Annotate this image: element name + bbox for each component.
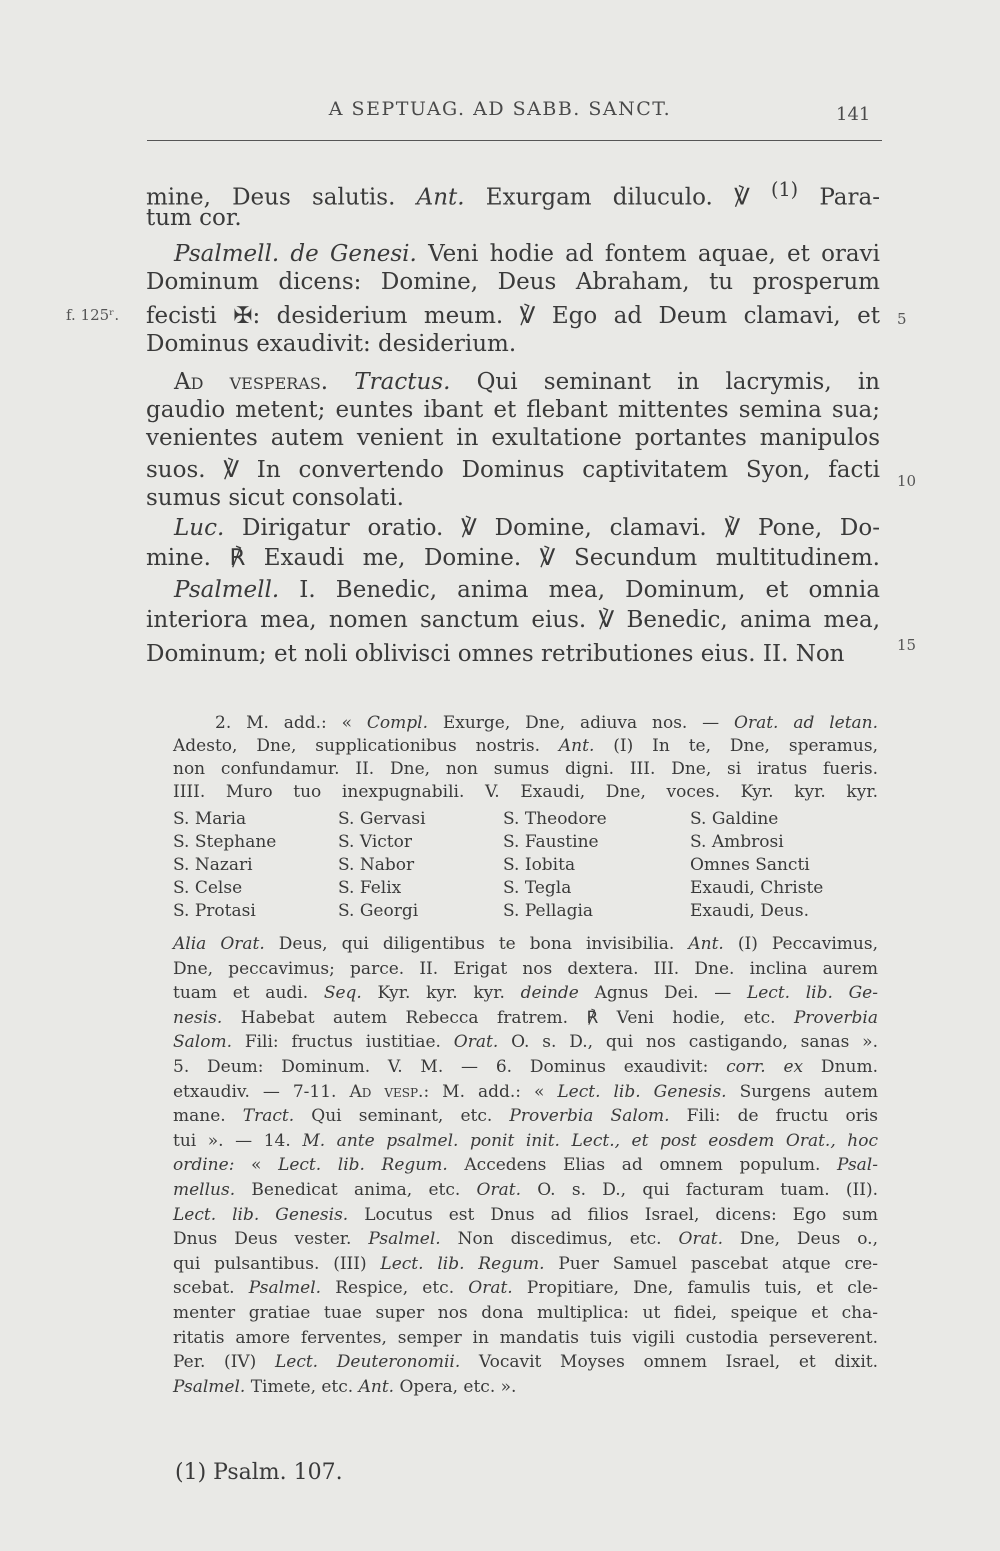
litany-entry: S. Iobita — [503, 855, 576, 875]
main-text-line: suos. ℣ In convertendo Dominus captivitatem Syon, facti — [146, 457, 880, 483]
main-text-line: sumus sicut consolati. — [146, 485, 404, 511]
footnote-line: Psalmel. Timete, etc. Ant. Opera, etc. ». — [173, 1376, 517, 1397]
line-number-10: 10 — [897, 472, 917, 490]
litany-entry: S. Nazari — [173, 855, 253, 875]
footnote-line: menter gratiae tuae super nos dona multiplica: ut fidei, speique et cha- — [173, 1303, 878, 1323]
main-text-line: tum cor. — [146, 205, 242, 231]
footnote-line: tuam et audi. Seq. Kyr. kyr. kyr. deinde Agnus Dei. — Lect. lib. Ge- — [173, 983, 878, 1004]
litany-entry: S. Pellagia — [503, 901, 594, 921]
main-text-line: mine, Deus salutis. Ant. Exurgam diluculo. ℣ $^{(1)}$ Para- — [146, 178, 880, 211]
litany-entry: S. Theodore — [503, 809, 607, 829]
footnote-line: ritatis amore ferventes, semper in mandatis tuis vigili custodia perseverent. — [173, 1327, 878, 1348]
main-text-line: Ad vesperas. Tractus. Qui seminant in lacrymis, in — [174, 369, 880, 395]
litany-entry: S. Victor — [338, 832, 412, 852]
litany-entry: S. Celse — [173, 878, 243, 898]
footnote-line: Lect. lib. Genesis. Locutus est Dnus ad filios Israel, dicens: Ego sum — [173, 1204, 879, 1225]
footnote-line: scebat. Psalmel. Respice, etc. Orat. Propitiare, Dne, famulis tuis, et cle- — [173, 1278, 878, 1299]
litany-entry: S. Faustine — [503, 832, 599, 852]
litany-entry: S. Gervasi — [338, 809, 426, 829]
main-text-line: Dominum dicens: Domine, Deus Abraham, tu prosperum — [146, 269, 880, 295]
footnote-line: mellus. Benedicat anima, etc. Orat. O. s. D., qui facturam tuam. (II). — [173, 1180, 878, 1200]
line-number-15: 15 — [897, 636, 917, 654]
footnote-line: tui ». — 14. M. ante psalmel. ponit init. Lect., et post eosdem Orat., hoc — [173, 1130, 878, 1151]
footnote-line: nesis. Habebat autem Rebecca fratrem. ℟ Veni hodie, etc. Proverbia — [173, 1007, 878, 1028]
main-text-line: Psalmell. de Genesi. Veni hodie ad fontem aquae, et oravi — [174, 241, 880, 267]
footnote-line: Dne, peccavimus; parce. II. Erigat nos dextera. III. Dne. inclina aurem — [173, 958, 878, 979]
footnote-line: Per. (IV) Lect. Deuteronomii. Vocavit Moyses omnem Israel, et dixit. — [173, 1352, 879, 1373]
footnote-line: qui pulsantibus. (III) Lect. lib. Regum. Puer Samuel pascebat atque cre- — [173, 1253, 878, 1274]
litany-entry: S. Ambrosi — [690, 832, 784, 852]
main-text-line: Dominum; et noli oblivisci omnes retributiones eius. II. Non — [146, 641, 845, 667]
footnote-line: non confundamur. II. Dne, non sumus digni. III. Dne, si iratus fueris. — [173, 759, 878, 779]
main-text-line: Psalmell. I. Benedic, anima mea, Dominum, et omnia — [174, 577, 880, 603]
litany-entry: S. Stephane — [173, 832, 277, 852]
footnote-line: Adesto, Dne, supplicationibus nostris. Ant. (I) In te, Dne, speramus, — [173, 736, 878, 756]
litany-entry: S. Galdine — [690, 809, 779, 829]
footnote-line: Alia Orat. Deus, qui diligentibus te bona invisibilia. Ant. (I) Peccavimus, — [173, 934, 879, 954]
main-text-line: gaudio metent; euntes ibant et flebant mittentes semina sua; — [146, 397, 880, 423]
main-text-line: Dominus exaudivit: desiderium. — [146, 331, 517, 357]
line-number-5: 5 — [897, 310, 907, 328]
footnote-line: mane. Tract. Qui seminant, etc. Proverbia Salom. Fili: de fructu oris — [173, 1106, 878, 1127]
litany-entry: S. Maria — [173, 809, 247, 829]
litany-entry: S. Protasi — [173, 901, 256, 921]
main-text-line: venientes autem venient in exultatione portantes manipulos — [146, 425, 880, 451]
footnote-line: ordine: « Lect. lib. Regum. Accedens Elias ad omnem populum. Psal- — [173, 1155, 878, 1176]
litany-entry: S. Tegla — [503, 878, 572, 898]
footnote-psalm-reference: (1) Psalm. 107. — [175, 1460, 343, 1485]
footnote-line: 5. Deum: Dominum. V. M. — 6. Dominus exaudivit: corr. ex Dnum. — [173, 1057, 878, 1077]
litany-entry: Omnes Sancti — [690, 855, 810, 875]
litany-entry: S. Felix — [338, 878, 402, 898]
main-text-line: interiora mea, nomen sanctum eius. ℣ Benedic, anima mea, — [146, 607, 880, 633]
litany-entry: S. Nabor — [338, 855, 415, 875]
page-number: 141 — [836, 104, 871, 125]
running-header: A SEPTUAG. AD SABB. SANCT. — [328, 98, 672, 120]
litany-entry: S. Georgi — [338, 901, 419, 921]
main-text-line: mine. ℟ Exaudi me, Domine. ℣ Secundum multitudinem. — [146, 545, 880, 571]
footnote-line: IIII. Muro tuo inexpugnabili. V. Exaudi, Dne, voces. Kyr. kyr. kyr. — [173, 782, 878, 802]
footnote-line: Salom. Fili: fructus iustitiae. Orat. O. s. D., qui nos castigando, sanas ». — [173, 1032, 878, 1053]
folio-margin-note: f. 125ʳ. — [66, 306, 120, 324]
header-rule — [147, 140, 882, 141]
main-text-line: fecisti ✠: desiderium meum. ℣ Ego ad Deum clamavi, et — [146, 303, 880, 329]
footnote-line: etxaudiv. — 7-11. Ad vesp.: M. add.: « Lect. lib. Genesis. Surgens autem — [173, 1081, 878, 1102]
footnote-line: 2. M. add.: « Compl. Exurge, Dne, adiuva nos. — Orat. ad letan. — [215, 713, 879, 733]
footnote-line: Dnus Deus vester. Psalmel. Non discedimus, etc. Orat. Dne, Deus o., — [173, 1229, 878, 1250]
main-text-line: Luc. Dirigatur oratio. ℣ Domine, clamavi. ℣ Pone, Do- — [174, 515, 880, 541]
litany-entry: Exaudi, Deus. — [690, 901, 809, 921]
litany-entry: Exaudi, Christe — [690, 878, 824, 898]
